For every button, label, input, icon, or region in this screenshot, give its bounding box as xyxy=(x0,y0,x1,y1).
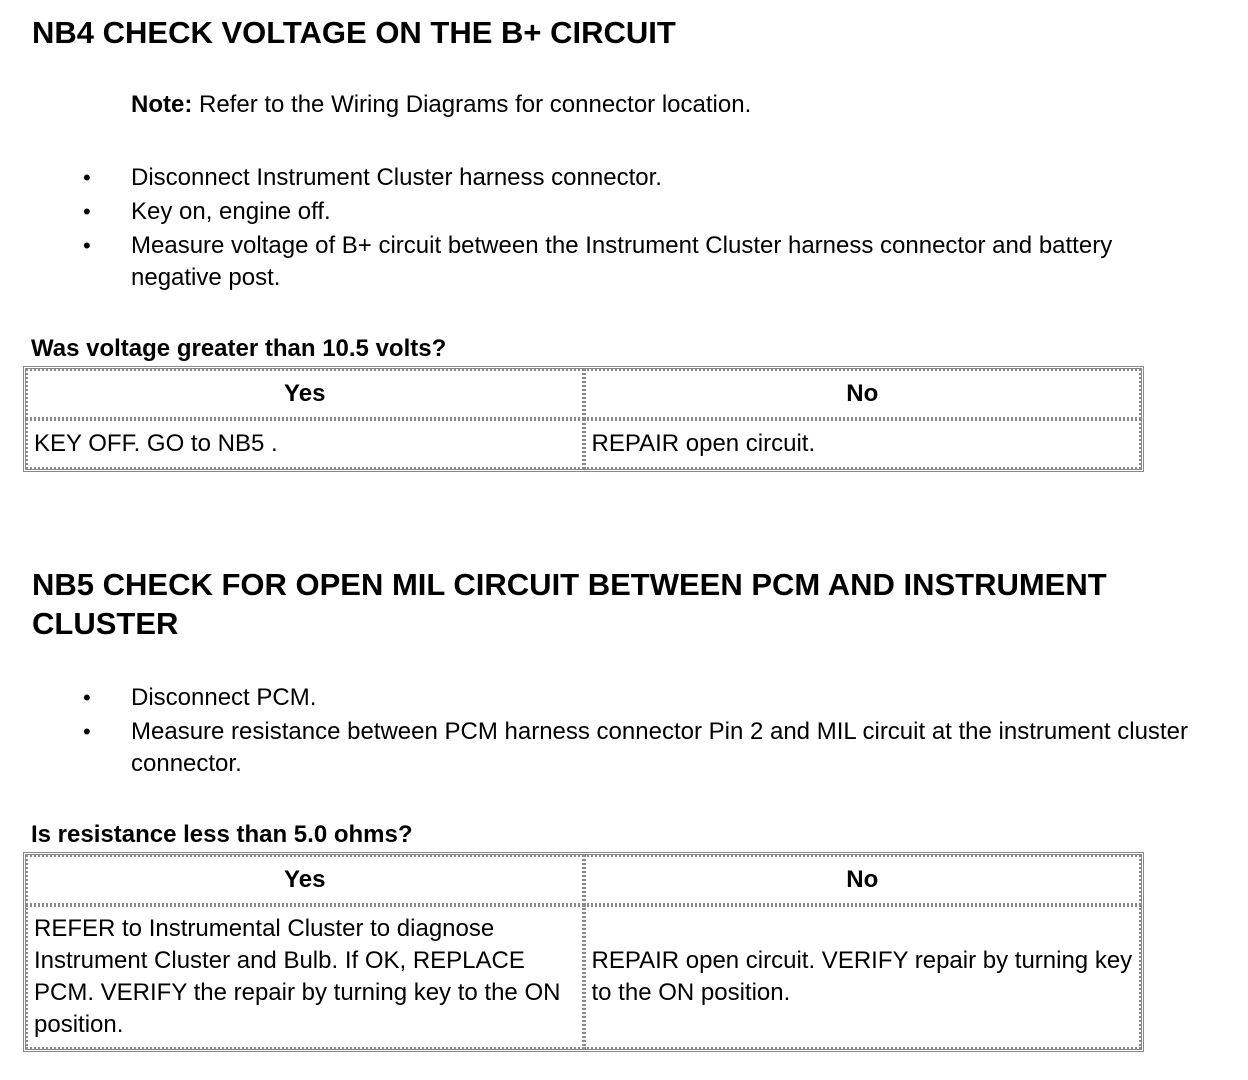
result-table-nb5 xyxy=(23,852,1144,1052)
bullet-icon: • xyxy=(83,233,91,258)
list-item xyxy=(0,196,1200,228)
question-nb4: Was voltage greater than 10.5 volts? xyxy=(31,335,447,362)
steps-list-nb5 xyxy=(0,682,1200,782)
list-item xyxy=(0,230,1200,294)
no-cell: REPAIR open circuit. VERIFY repair by turning key to the ON position. xyxy=(584,905,1142,1049)
result-table-nb4 xyxy=(23,366,1144,472)
no-header: No xyxy=(584,369,1142,419)
bullet-icon: • xyxy=(83,199,91,224)
table-header-row xyxy=(26,369,1141,419)
step-text: Measure voltage of B+ circuit between the Instrument Cluster harness connector and battery negative post. xyxy=(131,232,1113,291)
list-item xyxy=(0,682,1200,714)
bullet-icon: • xyxy=(83,719,91,744)
no-header: No xyxy=(584,855,1142,905)
section-heading-nb5: NB5 CHECK FOR OPEN MIL CIRCUIT BETWEEN PCM AND INSTRUMENT CLUSTER xyxy=(32,567,1107,641)
bullet-icon: • xyxy=(83,685,91,710)
table-header-row xyxy=(26,855,1141,905)
no-cell: REPAIR open circuit. xyxy=(584,419,1142,469)
section-heading-nb4: NB4 CHECK VOLTAGE ON THE B+ CIRCUIT xyxy=(32,15,676,50)
table-row xyxy=(26,419,1141,469)
steps-list-nb4 xyxy=(0,162,1200,296)
step-text: Disconnect Instrument Cluster harness connector. xyxy=(131,164,662,191)
note-text: Refer to the Wiring Diagrams for connector location. xyxy=(192,91,752,118)
yes-header: Yes xyxy=(26,855,584,905)
question-nb5: Is resistance less than 5.0 ohms? xyxy=(31,821,413,848)
yes-header: Yes xyxy=(26,369,584,419)
note-label: Note: xyxy=(131,91,193,118)
step-text: Disconnect PCM. xyxy=(131,684,317,711)
list-item xyxy=(0,162,1200,194)
list-item xyxy=(0,716,1200,780)
yes-cell: KEY OFF. GO to NB5 . xyxy=(26,419,584,469)
bullet-icon: • xyxy=(83,165,91,190)
step-text: Measure resistance between PCM harness connector Pin 2 and MIL circuit at the instrument cluster connector. xyxy=(131,718,1188,777)
yes-cell: REFER to Instrumental Cluster to diagnose Instrument Cluster and Bulb. If OK, REPLACE PCM. VERIFY the repair by turning key to the ON position. xyxy=(26,905,584,1049)
table-row xyxy=(26,905,1141,1049)
step-text: Key on, engine off. xyxy=(131,198,331,225)
note xyxy=(131,89,751,121)
